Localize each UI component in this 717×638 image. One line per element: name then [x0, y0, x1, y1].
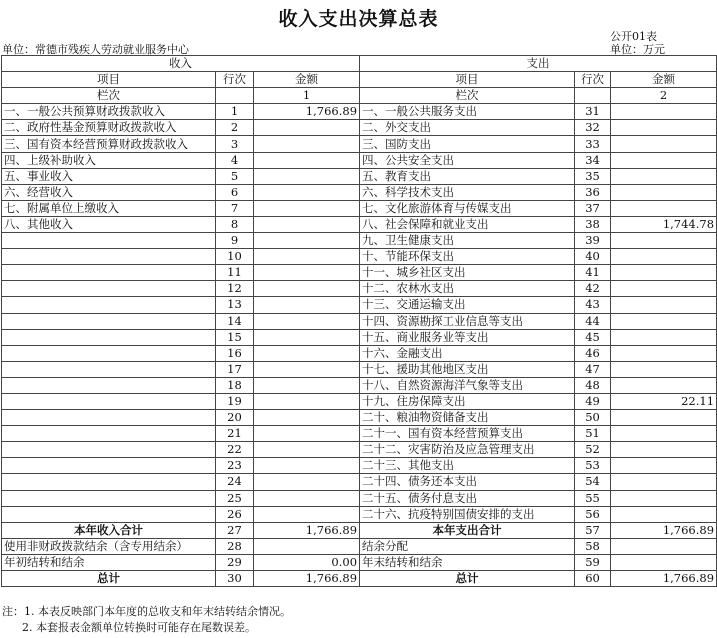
income-item: 四、上级补助收入 [2, 152, 216, 168]
income-row-no: 9 [216, 233, 254, 249]
table-row [2, 458, 717, 474]
surplus-distribution-amount [611, 538, 717, 554]
expense-amount [611, 233, 717, 249]
income-item: 八、其他收入 [2, 216, 216, 232]
expense-row-no: 36 [575, 184, 611, 200]
income-row-no: 4 [216, 152, 254, 168]
income-item [2, 377, 216, 393]
expense-column-number: 2 [611, 88, 717, 104]
income-row-no: 7 [216, 200, 254, 216]
column-header-row [2, 72, 717, 88]
income-section-header: 收入 [2, 56, 360, 72]
non-fiscal-surplus-label: 使用非财政拨款结余（含专用结余） [2, 538, 216, 554]
income-item [2, 313, 216, 329]
income-item [2, 281, 216, 297]
grand-expense-amount: 1,766.89 [611, 571, 717, 587]
expense-row-no: 49 [575, 393, 611, 409]
ending-balance-amount [611, 554, 717, 570]
income-column-number: 1 [254, 88, 360, 104]
expense-amount [611, 329, 717, 345]
income-row-no: 18 [216, 377, 254, 393]
income-row-no: 10 [216, 249, 254, 265]
table-row [2, 410, 717, 426]
expense-row-no: 38 [575, 216, 611, 232]
expense-amount [611, 377, 717, 393]
table-row [2, 297, 717, 313]
expense-amount [611, 361, 717, 377]
income-row-no: 16 [216, 345, 254, 361]
expense-item: 三、国防支出 [360, 136, 575, 152]
expense-amount [611, 200, 717, 216]
expense-item: 十六、金融支出 [360, 345, 575, 361]
expense-rowno-header: 行次 [575, 72, 611, 88]
beginning-balance-amount: 0.00 [254, 554, 360, 570]
year-income-total-amount: 1,766.89 [254, 522, 360, 538]
income-item [2, 361, 216, 377]
income-amount [254, 393, 360, 409]
income-row-no: 12 [216, 281, 254, 297]
expense-row-no: 35 [575, 168, 611, 184]
income-row-no: 13 [216, 297, 254, 313]
income-item [2, 297, 216, 313]
expense-row-no: 54 [575, 474, 611, 490]
income-amount [254, 120, 360, 136]
income-item [2, 393, 216, 409]
expense-item: 二、外交支出 [360, 120, 575, 136]
expense-item: 二十、粮油物资储备支出 [360, 410, 575, 426]
grand-expense-label: 总计 [360, 571, 575, 587]
income-row-no: 11 [216, 265, 254, 281]
income-amount [254, 442, 360, 458]
expense-item-header: 项目 [360, 72, 575, 88]
table-row [2, 216, 717, 232]
expense-amount [611, 104, 717, 120]
income-item: 七、附属单位上缴收入 [2, 200, 216, 216]
income-item: 六、经营收入 [2, 184, 216, 200]
income-amount [254, 345, 360, 361]
expense-amount [611, 506, 717, 522]
table-row [2, 233, 717, 249]
table-row [2, 442, 717, 458]
expense-row-no: 37 [575, 200, 611, 216]
income-row-no: 15 [216, 329, 254, 345]
expense-amount [611, 410, 717, 426]
expense-item: 十二、农林水支出 [360, 281, 575, 297]
table-row [2, 474, 717, 490]
income-row-no: 21 [216, 426, 254, 442]
year-expense-total-no: 57 [575, 522, 611, 538]
income-item: 二、政府性基金预算财政拨款收入 [2, 120, 216, 136]
year-income-total-no: 27 [216, 522, 254, 538]
expense-row-no: 50 [575, 410, 611, 426]
expense-item: 四、公共安全支出 [360, 152, 575, 168]
year-income-total-label: 本年收入合计 [2, 522, 216, 538]
income-amount [254, 152, 360, 168]
expense-row-no: 44 [575, 313, 611, 329]
ending-balance-label: 年末结转和结余 [360, 554, 575, 570]
income-amount [254, 506, 360, 522]
expense-row-no: 33 [575, 136, 611, 152]
expense-row-no: 41 [575, 265, 611, 281]
expense-item: 十七、援助其他地区支出 [360, 361, 575, 377]
income-item [2, 474, 216, 490]
expense-row-no: 56 [575, 506, 611, 522]
income-amount [254, 490, 360, 506]
income-amount [254, 265, 360, 281]
income-item [2, 233, 216, 249]
footnotes [2, 604, 291, 636]
grand-total-row [2, 571, 717, 587]
income-rowno-header: 行次 [216, 72, 254, 88]
income-amount [254, 426, 360, 442]
table-row [2, 329, 717, 345]
table-row [2, 361, 717, 377]
expense-item: 十三、交通运输支出 [360, 297, 575, 313]
footnote-2: 2. 本套报表金额单位转换时可能存在尾数误差。 [22, 621, 256, 634]
income-item [2, 442, 216, 458]
expense-item: 七、文化旅游体育与传媒支出 [360, 200, 575, 216]
income-row-no: 14 [216, 313, 254, 329]
table-row [2, 345, 717, 361]
expense-item: 二十五、债务付息支出 [360, 490, 575, 506]
table-row [2, 120, 717, 136]
expense-item: 十五、商业服务业等支出 [360, 329, 575, 345]
income-item [2, 249, 216, 265]
page-title: 收入支出决算总表 [278, 8, 439, 30]
income-item [2, 426, 216, 442]
expense-amount [611, 249, 717, 265]
income-amount [254, 249, 360, 265]
expense-row-no: 51 [575, 426, 611, 442]
year-expense-total-label: 本年支出合计 [360, 522, 575, 538]
income-amount [254, 361, 360, 377]
expense-amount [611, 474, 717, 490]
expense-item: 十四、资源勘探工业信息等支出 [360, 313, 575, 329]
income-item [2, 490, 216, 506]
surplus-distribution-no: 58 [575, 538, 611, 554]
income-row-no: 19 [216, 393, 254, 409]
expense-item: 十八、自然资源海洋气象等支出 [360, 377, 575, 393]
column-number-row [2, 88, 717, 104]
expense-amount [611, 490, 717, 506]
expense-row-no: 32 [575, 120, 611, 136]
grand-expense-no: 60 [575, 571, 611, 587]
expense-amount [611, 313, 717, 329]
expense-amount [611, 442, 717, 458]
expense-amount [611, 281, 717, 297]
income-amount [254, 297, 360, 313]
income-row-no: 1 [216, 104, 254, 120]
table-row [2, 490, 717, 506]
grand-income-label: 总计 [2, 571, 216, 587]
expense-item: 五、教育支出 [360, 168, 575, 184]
expense-row-no: 45 [575, 329, 611, 345]
expense-amount [611, 152, 717, 168]
unit-organization: 单位：常德市残疾人劳动就业服务中心 [2, 43, 189, 56]
expense-row-no: 39 [575, 233, 611, 249]
expense-amount [611, 345, 717, 361]
income-row-no: 23 [216, 458, 254, 474]
expense-item: 二十三、其他支出 [360, 458, 575, 474]
income-row-no: 8 [216, 216, 254, 232]
income-item: 一、一般公共预算财政拨款收入 [2, 104, 216, 120]
income-amount [254, 200, 360, 216]
income-amount [254, 474, 360, 490]
income-row-no: 25 [216, 490, 254, 506]
expense-item: 一、一般公共服务支出 [360, 104, 575, 120]
expense-row-no: 48 [575, 377, 611, 393]
income-item [2, 345, 216, 361]
expense-amount [611, 426, 717, 442]
expense-amount [611, 265, 717, 281]
expense-amount: 22.11 [611, 393, 717, 409]
expense-item: 九、卫生健康支出 [360, 233, 575, 249]
table-row [2, 377, 717, 393]
expense-amount [611, 120, 717, 136]
income-column-label: 栏次 [2, 88, 216, 104]
table-row [2, 426, 717, 442]
surplus-distribution-label: 结余分配 [360, 538, 575, 554]
income-item [2, 410, 216, 426]
non-fiscal-surplus-no: 28 [216, 538, 254, 554]
footnote-1: 注：1. 本表反映部门本年度的总收支和年末结转结余情况。 [2, 605, 291, 618]
section-header-row [2, 56, 717, 72]
table-row [2, 393, 717, 409]
income-column-blank [216, 88, 254, 104]
unit-currency: 单位：万元 [610, 43, 665, 56]
expense-row-no: 52 [575, 442, 611, 458]
expense-item: 二十二、灾害防治及应急管理支出 [360, 442, 575, 458]
year-expense-total-amount: 1,766.89 [611, 522, 717, 538]
expense-row-no: 42 [575, 281, 611, 297]
year-total-row [2, 522, 717, 538]
table-row [2, 506, 717, 522]
table-row [2, 200, 717, 216]
income-item: 五、事业收入 [2, 168, 216, 184]
income-item [2, 329, 216, 345]
income-amount [254, 458, 360, 474]
table-row [2, 281, 717, 297]
expense-amount: 1,744.78 [611, 216, 717, 232]
income-row-no: 3 [216, 136, 254, 152]
budget-summary-table [1, 55, 717, 587]
expense-amount [611, 458, 717, 474]
expense-row-no: 55 [575, 490, 611, 506]
expense-column-blank [575, 88, 611, 104]
income-row-no: 17 [216, 361, 254, 377]
expense-item: 二十六、抗疫特别国债安排的支出 [360, 506, 575, 522]
expense-item: 二十四、债务还本支出 [360, 474, 575, 490]
income-item-header: 项目 [2, 72, 216, 88]
expense-amount [611, 297, 717, 313]
income-amount [254, 281, 360, 297]
table-row [2, 265, 717, 281]
income-amount [254, 329, 360, 345]
expense-item: 十、节能环保支出 [360, 249, 575, 265]
expense-amount [611, 168, 717, 184]
income-amount-header: 金额 [254, 72, 360, 88]
grand-income-no: 30 [216, 571, 254, 587]
table-row [2, 184, 717, 200]
income-row-no: 22 [216, 442, 254, 458]
income-item: 三、国有资本经营预算财政拨款收入 [2, 136, 216, 152]
grand-income-amount: 1,766.89 [254, 571, 360, 587]
expense-amount [611, 184, 717, 200]
beginning-balance-no: 29 [216, 554, 254, 570]
income-amount [254, 216, 360, 232]
expense-item: 十九、住房保障支出 [360, 393, 575, 409]
non-fiscal-surplus-amount [254, 538, 360, 554]
income-amount [254, 377, 360, 393]
expense-row-no: 40 [575, 249, 611, 265]
income-row-no: 24 [216, 474, 254, 490]
income-row-no: 26 [216, 506, 254, 522]
table-row [2, 168, 717, 184]
income-item [2, 458, 216, 474]
income-amount [254, 233, 360, 249]
income-row-no: 2 [216, 120, 254, 136]
income-item [2, 265, 216, 281]
income-item [2, 506, 216, 522]
table-row [2, 152, 717, 168]
expense-row-no: 46 [575, 345, 611, 361]
income-row-no: 6 [216, 184, 254, 200]
table-row [2, 136, 717, 152]
income-row-no: 20 [216, 410, 254, 426]
table-row [2, 313, 717, 329]
income-amount [254, 410, 360, 426]
expense-column-label: 栏次 [360, 88, 575, 104]
balance-row [2, 554, 717, 570]
surplus-row [2, 538, 717, 554]
expense-row-no: 53 [575, 458, 611, 474]
income-amount [254, 184, 360, 200]
income-row-no: 5 [216, 168, 254, 184]
income-amount [254, 168, 360, 184]
form-code: 公开01表 [610, 30, 657, 43]
expense-section-header: 支出 [360, 56, 717, 72]
income-amount [254, 136, 360, 152]
expense-row-no: 34 [575, 152, 611, 168]
expense-item: 八、社会保障和就业支出 [360, 216, 575, 232]
expense-amount-header: 金额 [611, 72, 717, 88]
expense-row-no: 31 [575, 104, 611, 120]
expense-item: 六、科学技术支出 [360, 184, 575, 200]
table-row [2, 249, 717, 265]
income-amount [254, 313, 360, 329]
income-amount: 1,766.89 [254, 104, 360, 120]
expense-row-no: 47 [575, 361, 611, 377]
ending-balance-no: 59 [575, 554, 611, 570]
expense-row-no: 43 [575, 297, 611, 313]
expense-item: 十一、城乡社区支出 [360, 265, 575, 281]
table-row [2, 104, 717, 120]
expense-item: 二十一、国有资本经营预算支出 [360, 426, 575, 442]
expense-amount [611, 136, 717, 152]
beginning-balance-label: 年初结转和结余 [2, 554, 216, 570]
